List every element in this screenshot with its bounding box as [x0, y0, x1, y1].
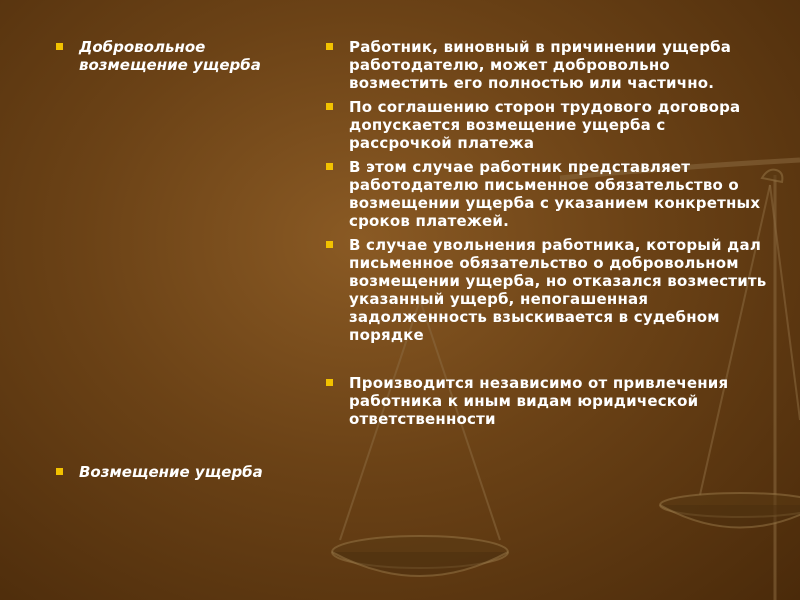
- point-item: Производится независимо от привлечения работника к иным видам юридической ответственности: [349, 374, 769, 428]
- left-term-list-1: [79, 38, 279, 74]
- left-term-list-2: [79, 463, 279, 481]
- right-points-list: [349, 38, 769, 434]
- term-voluntary-compensation: Добровольное возмещение ущерба: [79, 38, 279, 74]
- term-compensation: Возмещение ущерба: [79, 463, 279, 481]
- point-item: Работник, виновный в причинении ущерба работодателю, может добровольно возместить его полностью или частично.: [349, 38, 769, 92]
- point-item: В случае увольнения работника, который дал письменное обязательство о добровольном возмещении ущерба, но отказался возместить указанный ущерб, непогашенная задолженность взыскивается в судебном порядке: [349, 236, 769, 344]
- point-item: По соглашению сторон трудового договора допускается возмещение ущерба с рассрочкой платежа: [349, 98, 769, 152]
- point-item: В этом случае работник представляет работодателю письменное обязательство о возмещении ущерба с указанием конкретных сроков платежей.: [349, 158, 769, 230]
